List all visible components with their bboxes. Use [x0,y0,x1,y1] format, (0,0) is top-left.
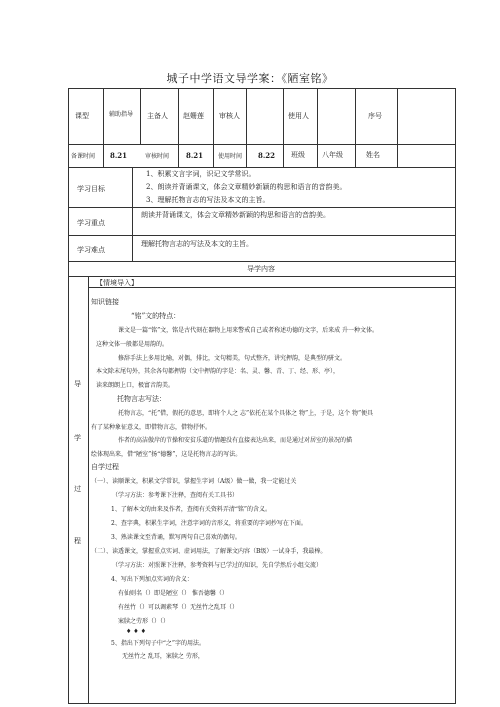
prep-time: 8.21 [110,151,128,160]
side-label-char: 过 [74,485,81,493]
key-point-text: 朗读并背诵课文，体会文章精妙新颖的构思和语言的音韵美。 [141,211,330,219]
side-label-char: 学 [74,434,81,442]
goal-item: 1、积累文言字词，识记文学常识。 [146,170,256,178]
use-time: 8.22 [258,151,276,160]
paragraph: 这种文体一般都是用韵的。 [96,341,169,348]
col-divider [317,88,318,167]
preparer-name: 赵姗莲 [183,112,204,120]
difficulty-text: 理解托物言志的写法及本文的主旨。 [141,240,253,248]
serial-label: 序号 [368,112,382,120]
content-heading: 导学内容 [247,265,275,273]
col-divider [178,88,179,167]
goal-item: 2、朗读并背诵课文，体会文章精妙新颖的构思和语言的音韵美。 [146,183,347,191]
intro-heading: 【情境导入】 [96,279,138,287]
col-divider [213,88,214,167]
task-item: 4、写出下列加点实词的含义： [111,576,193,583]
paragraph: 作者的高洁傲岸的节操和安贫乐道的情趣没有直接表达出来，而是通过对居室的景况的描 [118,437,353,444]
col-divider [246,88,247,167]
exercise-line: 案牍之劳形（）（） [118,618,170,625]
col-divider [355,88,356,167]
paragraph: 托物言志，“托”借，假托的意思，即将个人之 志”依托在某个具体之 物”上，于是，这个 物”便具 [118,410,374,417]
task-item: 3、熟读课文至背诵，默写两句自己喜欢的偶句。 [111,534,241,541]
goal-item: 3、理解托物言志的写法及本文的主旨。 [146,196,270,204]
page-title: 城子中学语文导学案：《陋室铭》 [166,72,334,85]
reviewer-label: 审核人 [219,112,240,120]
prep-time-label: 备课时间 [71,153,96,160]
use-time-label: 使用时间 [218,153,243,160]
key-point-label: 学习重点 [77,219,105,227]
row-divider [68,207,456,208]
section-heading: （一）、读顺课文，积累文学常识，掌握生字词（A级）做一做，我一定能过关 [91,478,297,485]
row-divider [68,261,456,262]
row-divider [68,167,456,168]
section-heading: （二）、读透课文，掌握重点实词、虚词用法，了解课文内容（B级）一试身手，我最棒。 [91,548,327,555]
method-note: （学习方法：对照课下注释，参考资料与已学过的知识，先自学然后小组交流） [112,562,323,569]
col-divider [132,167,133,261]
tuowu-heading: 托物言志写法： [117,395,166,403]
knowledge-heading: 知识链接 [91,298,119,306]
name-label: 姓名 [366,151,380,159]
emphasis-dots: ♦ ♦ ♦ [126,628,146,635]
preparer-label: 主备人 [147,112,168,120]
lesson-type-label: 课型 [75,112,89,120]
user-label: 使用人 [288,112,309,120]
exercise-line: 有仙则名（）即是陋室（） 惟吾德馨（） [118,590,228,597]
process-heading: 自学过程 [91,463,119,471]
task-item: 1、了解本文的由来及作者，查阅有关资料弄清“铭”的含义。 [111,506,271,513]
col-divider [283,88,284,167]
paragraph: 课文是一篇“铭”文，铭是古代刻在器物上用来警戒自己或者称述功德的文字，后来成 升一种文体。 [118,327,379,334]
difficulty-label: 学习难点 [77,246,105,254]
task-item: 2、查字典，积累生字词，注意字词的音形义，将重要的字词抄写在下面。 [111,520,307,527]
grade-value: 八年级 [322,151,343,159]
exercise-line: 无丝竹之 乱耳，案牍之 劳形， [122,653,204,660]
row-divider [68,235,456,236]
col-divider [140,88,141,144]
col-divider [397,88,398,167]
guide-label: 辅助指导 [108,111,133,118]
exercise-line: 有丝竹（）可以调素琴（）无丝竹之乱耳（） [118,604,239,611]
method-note: （学习方法：参考课下注释，查阅有关工具书） [112,492,239,499]
col-divider [103,88,104,167]
paragraph: 读来朗朗上口，极富音韵美。 [96,382,175,389]
task-item: 5、指出下列句子中“之”字的用法。 [111,640,205,647]
side-label-char: 程 [74,537,81,545]
class-label: 班级 [291,151,305,159]
inner-box-left [88,276,89,704]
ming-heading: “铭”文的特点： [131,312,181,320]
inner-box-top [88,287,456,288]
paragraph: 本文除末尾句外，其余各句都押韵（文中押韵的字是：名、灵、馨、青、丁、经、形、亭）， [96,368,340,375]
row-divider [68,276,456,277]
side-label-char: 导 [74,380,81,388]
paragraph: 修辞手法上多用比喻，对偶，排比，文句精美，句式整齐，讲究押韵，是典型的骈文。 [118,355,347,362]
paragraph: 绘体现出来，借“陋室”扬“德馨”，这是托物言志的写法。 [91,451,242,458]
paragraph: 有了某种象征意义，即借物言志，借物抒怀。 [91,424,212,431]
goals-label: 学习目标 [77,185,105,193]
review-time: 8.21 [186,151,204,160]
review-time-label: 审核时间 [145,153,170,160]
